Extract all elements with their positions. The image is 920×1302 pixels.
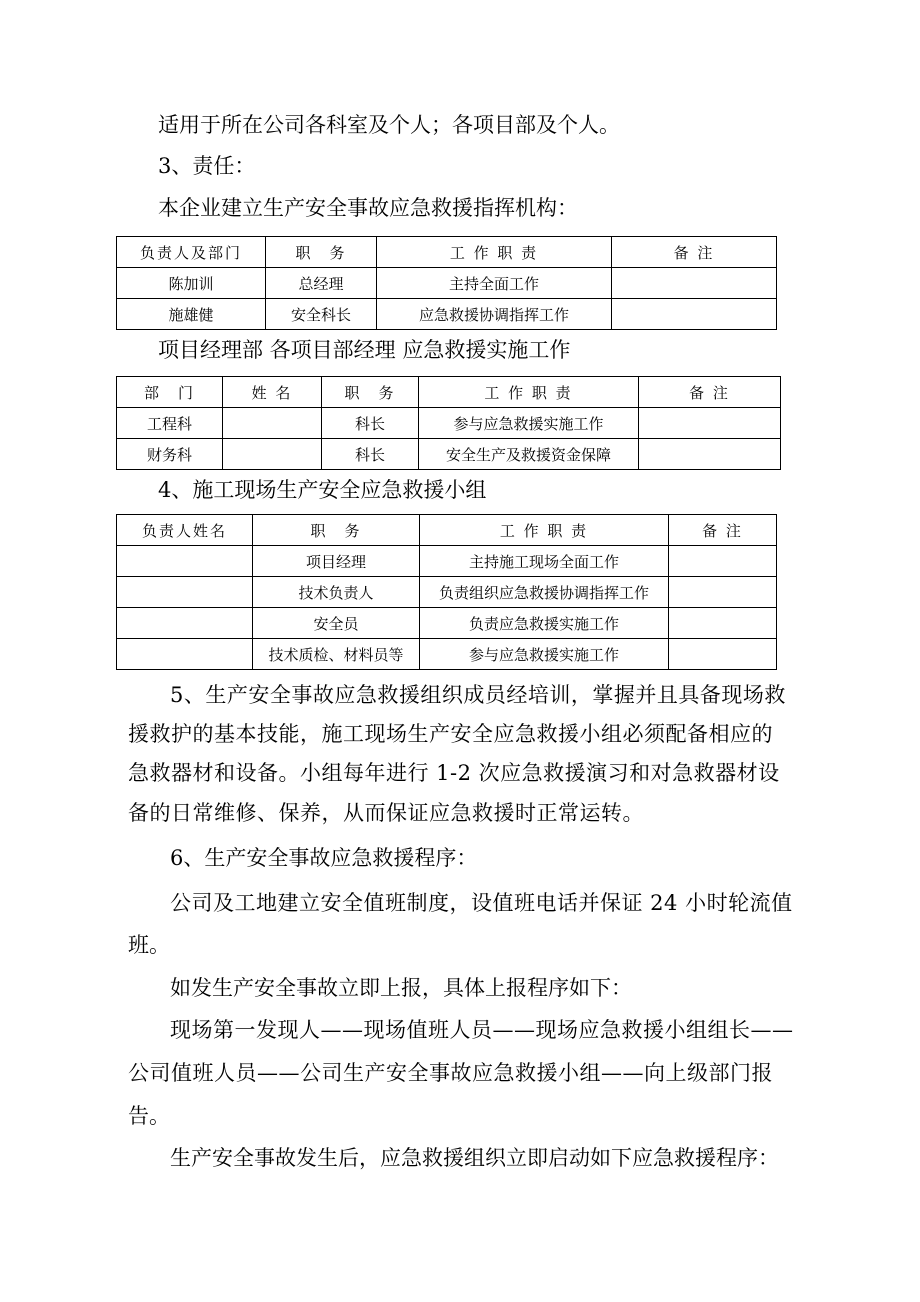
intro-line: 适用于所在公司各科室及个人；各项目部及个人。 (158, 113, 620, 137)
table-cell: 项目经理 (253, 546, 420, 577)
header-cell: 工 作 职 责 (377, 237, 612, 268)
table-cell: 安全员 (253, 608, 420, 639)
paragraph-6c-line: 现场第一发现人——现场值班人员——现场应急救援小组组长—— (170, 1018, 794, 1042)
paragraph-6a-line: 公司及工地建立安全值班制度，设值班电话并保证 24 小时轮流值 (170, 891, 793, 915)
table-cell (117, 546, 253, 577)
table-cell (639, 408, 781, 439)
table-row (117, 439, 781, 470)
table-cell: 科长 (322, 408, 419, 439)
table-cell (669, 546, 777, 577)
table-cell (117, 608, 253, 639)
table-row (117, 639, 777, 670)
table-cell: 参与应急救援实施工作 (419, 408, 639, 439)
table-cell: 参与应急救援实施工作 (420, 639, 669, 670)
paragraph-5-line: 备的日常维修、保养，从而保证应急救援时正常运转。 (128, 801, 644, 825)
table-header-row (117, 515, 777, 546)
table-header-row (117, 377, 781, 408)
table-row (117, 268, 777, 299)
paragraph-6c-line: 告。 (128, 1104, 170, 1128)
table-cell (117, 639, 253, 670)
paragraph-6d: 生产安全事故发生后，应急救援组织立即启动如下应急救援程序： (170, 1146, 779, 1170)
paragraph-6c-line: 公司值班人员——公司生产安全事故应急救援小组——向上级部门报 (128, 1061, 773, 1085)
table-cell: 负责应急救援实施工作 (420, 608, 669, 639)
project-department-table (116, 376, 781, 470)
table-row (117, 408, 781, 439)
header-cell: 工 作 职 责 (419, 377, 639, 408)
table-2-caption: 项目经理部 各项目部经理 应急救援实施工作 (158, 338, 571, 362)
header-cell: 备 注 (612, 237, 777, 268)
table-cell (612, 268, 777, 299)
header-cell: 职 务 (266, 237, 377, 268)
table-cell: 财务科 (117, 439, 223, 470)
paragraph-6b: 如发生产安全事故立即上报，具体上报程序如下： (170, 976, 632, 1000)
header-cell: 负责人及部门 (117, 237, 266, 268)
table-cell: 应急救援协调指挥工作 (377, 299, 612, 330)
header-cell: 工 作 职 责 (420, 515, 669, 546)
table-row (117, 608, 777, 639)
paragraph-6a-line: 班。 (128, 933, 170, 957)
header-cell: 备 注 (669, 515, 777, 546)
table-cell (639, 439, 781, 470)
table-row (117, 299, 777, 330)
table-cell: 安全科长 (266, 299, 377, 330)
header-cell: 部 门 (117, 377, 223, 408)
table-cell (669, 577, 777, 608)
table-cell: 科长 (322, 439, 419, 470)
table-header-row (117, 237, 777, 268)
table-cell: 技术负责人 (253, 577, 420, 608)
table-cell: 安全生产及救援资金保障 (419, 439, 639, 470)
onsite-rescue-team-table (116, 514, 777, 670)
table-row (117, 577, 777, 608)
table-cell (669, 608, 777, 639)
table-cell: 陈加训 (117, 268, 266, 299)
table-cell: 技术质检、材料员等 (253, 639, 420, 670)
table-1-caption: 本企业建立生产安全事故应急救援指挥机构： (158, 196, 578, 220)
table-cell: 主持全面工作 (377, 268, 612, 299)
table-cell (223, 439, 322, 470)
section-4-heading: 4、施工现场生产安全应急救援小组 (158, 478, 487, 502)
table-cell (612, 299, 777, 330)
section-3-heading: 3、责任： (158, 154, 256, 178)
table-cell: 主持施工现场全面工作 (420, 546, 669, 577)
header-cell: 负责人姓名 (117, 515, 253, 546)
table-cell: 施雄健 (117, 299, 266, 330)
table-cell: 总经理 (266, 268, 377, 299)
table-cell (223, 408, 322, 439)
table-cell (669, 639, 777, 670)
header-cell: 职 务 (253, 515, 420, 546)
header-cell: 备 注 (639, 377, 781, 408)
table-cell: 负责组织应急救援协调指挥工作 (420, 577, 669, 608)
command-structure-table (116, 236, 777, 330)
table-cell (117, 577, 253, 608)
paragraph-5-line: 急救器材和设备。小组每年进行 1-2 次应急救援演习和对急救器材设 (128, 761, 780, 785)
table-row (117, 546, 777, 577)
paragraph-5-line: 援救护的基本技能，施工现场生产安全应急救援小组必须配备相应的 (128, 722, 773, 746)
paragraph-5-line: 5、生产安全事故应急救援组织成员经培训，掌握并且具备现场救 (170, 683, 786, 707)
table-cell: 工程科 (117, 408, 223, 439)
header-cell: 姓 名 (223, 377, 322, 408)
section-6-heading: 6、生产安全事故应急救援程序： (170, 846, 478, 870)
header-cell: 职 务 (322, 377, 419, 408)
